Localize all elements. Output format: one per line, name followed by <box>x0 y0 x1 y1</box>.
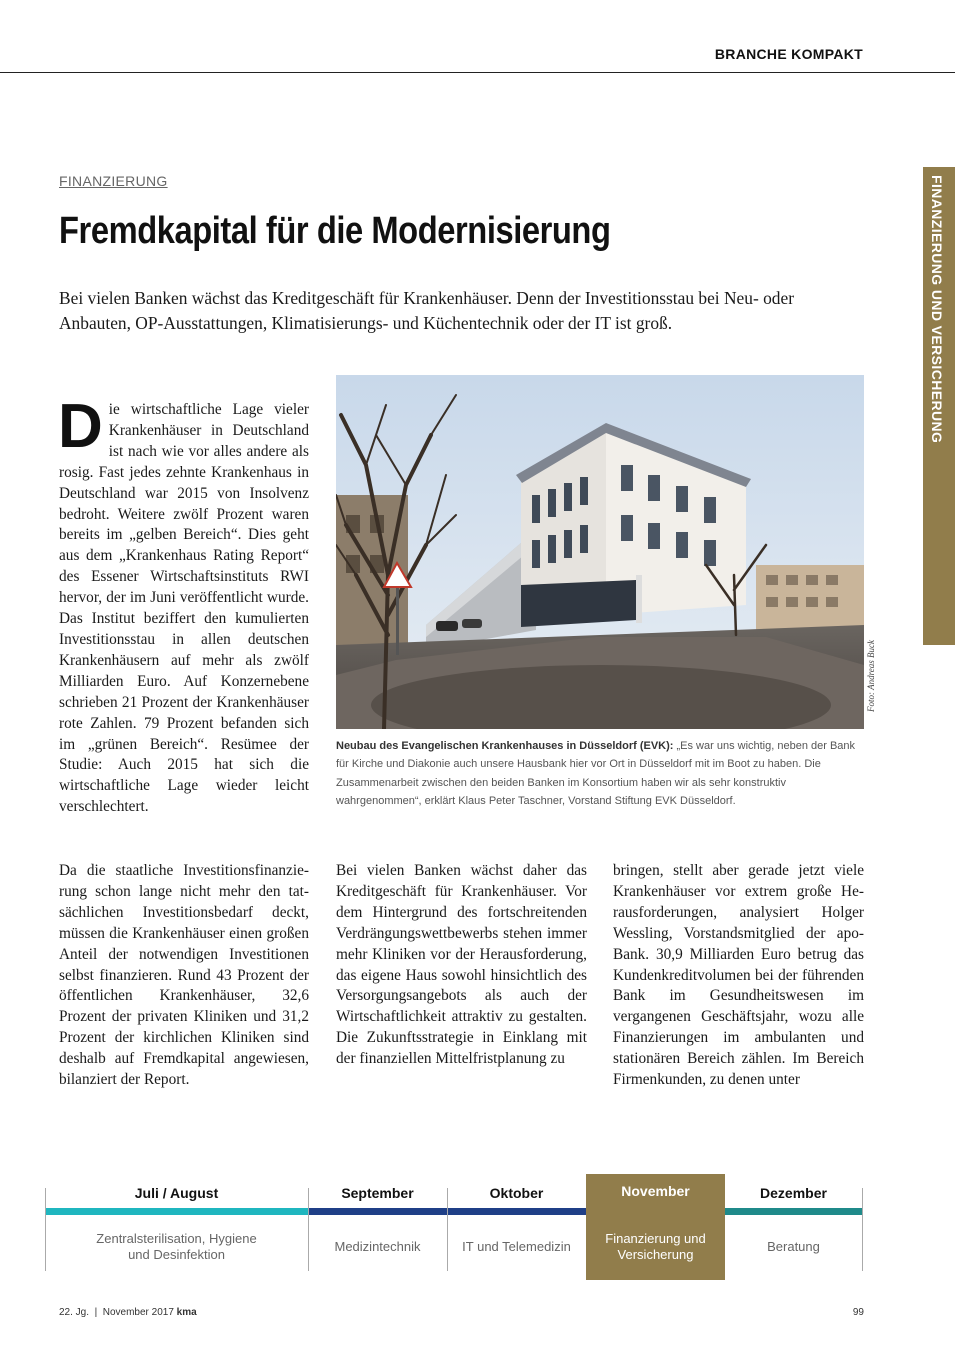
caption-bold: Neubau des Evangelischen Krankenhauses in Düsseldorf (EVK): <box>336 740 674 752</box>
header-rule <box>0 72 955 73</box>
issue-topic-bar <box>45 1176 863 1281</box>
footer-issue-text: 22. Jg. | November 2017 <box>59 1307 174 1318</box>
topic-divider <box>862 1188 863 1271</box>
photo-credit: Foto: Andreas Buck <box>866 640 876 712</box>
drop-cap: D <box>58 392 103 461</box>
topic-label-dec: Beratung <box>767 1239 820 1254</box>
hospital-photo <box>336 375 864 729</box>
article-column-1-top <box>58 392 309 818</box>
paragraph-3: Bei vielen Banken wächst daher das Kreditgeschäft für Krankenhäuser. Vor dem Hintergrund des fortschreitenden Verdrängungswettbewerbs stehen immer mehr Kliniken vor der Herausforderung, das eigene Haus sowohl hinsichtlich des Versorgungsangebots als auch der Wirtschaftlichkeit attraktiv zu gestalten. Die Zukunftsstrategie in Einklang mit der finanziellen Mittelfristplanung zu <box>336 862 587 1068</box>
article-column-3 <box>613 861 864 1091</box>
topic-divider <box>447 1188 448 1271</box>
article-column-2 <box>336 861 587 1070</box>
topic-month-dec: Dezember <box>760 1184 827 1201</box>
topic-label-jul-aug: Zentralsterilisation, Hygiene und Desinfektion <box>96 1231 257 1262</box>
topic-month-nov: November <box>621 1182 690 1199</box>
paragraph-4: bringen, stellt aber gerade jetzt viele Krankenhäuser vor extrem große Herausforderungen, analysiert Holger Wessling, Vorstandsmitglied der apoBank. 30,9 Milliarden Euro betrug das Kundenkreditvolumen bei der führenden Bank im Gesundheitswesen im vergangenen Geschäftsjahr, wozu alle Finanzierungen im ambulanten und stationären Bereich zählen. Im Bereich Firmenkunden, zu denen unter <box>613 862 864 1089</box>
caption-text: „Es war uns wichtig, neben der Bank für Kirche und Diakonie auch unsere Hausbank hier vor Ort in Düsseldorf mit im Boot zu haben. Die Zusammenarbeit zwischen den beiden Banken im Konsortium haben wir als sehr konstruktiv wahrgenommen“, erklärt Klaus Peter Taschner, Vorstand Stiftung EVK Düsseldorf. <box>336 740 856 808</box>
topic-stripe-dec <box>724 1208 863 1215</box>
topic-stripe-sep <box>308 1208 447 1215</box>
article-lead: Bei vielen Banken wächst das Kreditgeschäft für Krankenhäuser. Denn der Investitionsstau bei Neu- oder Anbauten, OP-Ausstattungen, Klimatisierungs- und Küchentechnik oder der IT ist groß. <box>59 288 794 333</box>
paragraph-1: ie wirtschaftliche Lage vieler Krankenhäuser in Deutschland ist nach wie vor alles andere als rosig. Fast jedes zehnte Krankenhaus in Deutschland war 2015 von Insolvenz bedroht. Weitere zwölf Prozent waren bereits im „gelben Bereich“. Dies geht aus dem „Krankenhaus Rating Report“ des Essener Wirtschaftsinstituts RWI hervor, der im Juni veröffentlicht wurde. Das Institut beziffert den kumulierten Investitionsstau in allen deutschen Krankenhäusern auf mehr als zwölf Milliarden Euro. Auf Konzernebene schrieben 21 Prozent der Krankenhäuser rote Zahlen. 79 Prozent befanden sich im „grünen Bereich“. Resümee der Studie: Auch 2015 hat sich die wirtschaftliche Lage wieder leicht verschlechtert. <box>59 401 309 816</box>
side-tab <box>923 167 955 645</box>
paragraph-2: Da die staatliche Investitionsfinanzierung schon lange nicht mehr den tatsächlichen Investitionsbedarf deckt, müssen die Krankenhäuser einen großen Anteil der notwendigen Investitionen selbst finanzieren. Rund 43 Prozent der öffentlichen Krankenhäuser, 32,6 Prozent der privaten Kliniken und 31,2 Prozent der kirchlichen Kliniken sind deshalb auf Fremdkapital angewiesen, bilanziert der Report. <box>59 862 309 1089</box>
topic-label-nov: Finanzierung und Versicherung <box>605 1231 706 1262</box>
side-tab-label: FINANZIERUNG UND VERSICHERUNG <box>929 175 945 444</box>
footer-brand: kma <box>176 1307 197 1318</box>
article-kicker: FINANZIERUNG <box>59 173 168 189</box>
topic-stripe-jul-aug <box>45 1208 308 1215</box>
topic-month-sep: September <box>341 1184 414 1201</box>
topic-divider <box>45 1188 46 1271</box>
article-title: Fremdkapital für die Modernisierung <box>59 210 611 252</box>
topic-divider <box>308 1188 309 1271</box>
topic-month-oct: Oktober <box>489 1184 544 1201</box>
topic-month-jul-aug: Juli / August <box>134 1184 219 1201</box>
page-number: 99 <box>852 1307 864 1318</box>
footer-issue <box>59 1307 197 1318</box>
topic-label-oct: IT und Telemedizin <box>462 1239 571 1254</box>
topic-label-sep: Medizintechnik <box>334 1239 421 1254</box>
photo-caption <box>336 737 864 811</box>
section-header: BRANCHE KOMPAKT <box>714 46 863 62</box>
topic-stripe-oct <box>447 1208 586 1215</box>
article-column-1-bottom <box>59 861 309 1091</box>
